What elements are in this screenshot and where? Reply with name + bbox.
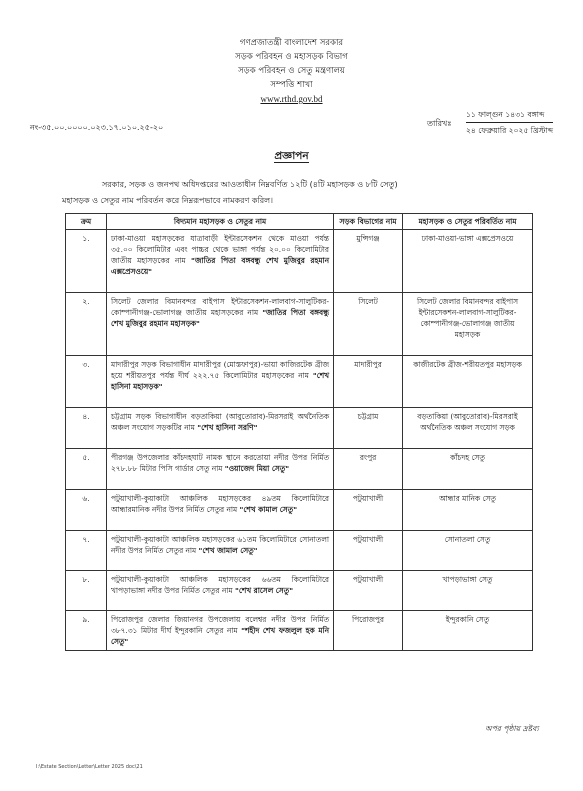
cell-serial: ৭. [66,531,107,571]
current-name-text: ঢাকা-মাওয়া মহাসড়কের যাত্রাবাড়ী ইন্টারসেকশন থেকে মাওয়া পর্যন্ত ৩৫.০০ কিলোমিটার এবং পাচ্চর থেকে ভাঙ্গা পর্যন্ত ২০.০০ কিলোমিটার জাতীয় মহাসড়কের নাম [111,234,329,265]
header-office: সড়ক বিভাগের নাম [334,214,403,230]
cell-office: পিরোজপুর [334,611,403,651]
table-row [66,293,533,356]
cell-new-name: ইন্দুরকানি সেতু [403,611,533,651]
cell-current-name [107,531,334,571]
cell-new-name: সোনাতলা সেতু [403,531,533,571]
current-name-highlight: "শেখ রাসেল সেতু" [234,586,294,595]
cell-current-name [107,293,334,356]
cell-office: পটুয়াখালী [334,490,403,531]
cell-office: মাদারীপুর [334,356,403,408]
ministry-name: সড়ক পরিবহন ও সেতু মন্ত্রণালয় [238,66,345,76]
cell-serial: ৫. [66,449,107,490]
current-name-text: সিলেট জেলার বিমানবন্দর বাইপাস ইন্টারসেকশন-লালবাগ-সালুটিকর-কোম্পানীগঞ্জ-ভোলাগঞ্জ জাতীয় মহাসড়কের নাম [111,297,329,317]
cell-office: মুন্সিগঞ্জ [334,230,403,293]
table-row [66,490,533,531]
cell-office: সিলেট [334,293,403,356]
intro-line-2: মহাসড়ক ও সেতুর নাম পরিবর্তন করে নিম্নরূপভাবে নামকরণ করিল। [62,196,273,205]
table-row [66,230,533,293]
cell-office: পটুয়াখালী [334,571,403,611]
current-name-text: চট্টগ্রাম সড়ক বিভাগাধীন বড়তাকিয়া (আবুতোরাব)-মিরসরাই অর্থনৈতিক অঞ্চল সংযোগ সড়কটির নাম [111,412,329,432]
renaming-table [65,213,533,651]
header-current-name: বিদ্যমান মহাসড়ক ও সেতুর নাম [107,214,334,230]
current-name-highlight: "জাতির পিতা বঙ্গবন্ধু শেখ মুজিবুর রহমান এক্সপ্রেসওয়ে" [111,256,330,276]
current-name-text: মাদারীপুর সড়ক বিভাগাধীন মাদারীপুর (মোস্তফাপুর)-ভায়া কাজিরটেক ব্রীজ হয়ে শরীয়তপুর পর্যন্ত দীর্ঘ ২২২.৭৫ কিলোমিটার মহাসড়কের নাম [111,360,329,380]
website-link[interactable]: www.rthd.gov.bd [260,94,323,104]
cell-current-name [107,408,334,449]
current-name-text: পটুয়াখালী-কুয়াকাটা আঞ্চলিক মহাসড়কের ৪৯তম কিলোমিটারে আন্ধারমানিক নদীর উপর নির্মিত সেতুর নাম [111,494,329,514]
cell-office: পটুয়াখালী [334,531,403,571]
header-new-name: মহাসড়ক ও সেতুর পরিবর্তিত নাম [403,214,533,230]
cell-serial: ২. [66,293,107,356]
current-name-highlight: "ওয়াজেদ মিয়া সেতু" [224,464,290,473]
intro-line-1: সরকার, সড়ক ও জনপথ অধিদপ্তরের আওতাধীন নিম্নবর্ণিত ১২টি (৪টি মহাসড়ক ও ৮টি সেতু) [102,180,398,189]
cell-serial: ১. [66,230,107,293]
date-bangla: ১১ ফাল্গুন ১৪৩১ বঙ্গাব্দ [466,107,553,123]
cell-new-name: বড়তাকিয়া (আবুতোরাব)-মিরসরাই অর্থনৈতিক অঞ্চল সংযোগ সড়ক [403,408,533,449]
cell-new-name: ঢাকা-মাওয়া-ভাঙ্গা এক্সপ্রেসওয়ে [403,230,533,293]
table-row [66,408,533,449]
cell-serial: ৩. [66,356,107,408]
table-row [66,571,533,611]
current-name-highlight: "শহীদ শেখ ফজলুল হক মনি সেতু" [111,626,329,646]
cell-new-name: সিলেট জেলার বিমানবন্দর বাইপাস ইন্টারসেকশন-লালবাগ-সালুটিকর-কোম্পানীগঞ্জ-ভোলাগঞ্জ জাতীয় মহাসড়ক [403,293,533,356]
cell-serial: ৮. [66,571,107,611]
cell-office: চট্টগ্রাম [334,408,403,449]
cell-current-name [107,611,334,651]
cell-serial: ৯. [66,611,107,651]
intro-paragraph [62,177,532,209]
cell-current-name [107,449,334,490]
current-name-highlight: "জাতির পিতা বঙ্গবন্ধু শেখ মুজিবুর রহমান মহাসড়ক" [111,308,329,328]
date-block [466,107,553,138]
header-serial: ক্রম [66,214,107,230]
cell-new-name: খাপড়াভাঙ্গা সেতু [403,571,533,611]
govt-name: গণপ্রজাতন্ত্রী বাংলাদেশ সরকার [239,38,344,48]
table-row [66,531,533,571]
table-row [66,356,533,408]
table-header-row [66,214,533,230]
current-name-highlight: "শেখ কামাল সেতু" [239,505,298,514]
cell-serial: ৬. [66,490,107,531]
current-name-text: পটুয়াখালী-কুয়াকাটা আঞ্চলিক মহাসড়কের ৬১তম কিলোমিটারে সোনাতলা নদীর উপর নির্মিত সেতুর নাম [111,535,329,555]
cell-new-name: আন্ধার মানিক সেতু [403,490,533,531]
table-row [66,449,533,490]
division-name: সড়ক পরিবহন ও মহাসড়ক বিভাগ [235,52,348,62]
letterhead [0,36,583,106]
cell-current-name [107,490,334,531]
page-title [0,149,583,166]
current-name-highlight: "শেখ হাসিনা সরণি" [197,423,258,432]
current-name-text: পিরোজপুর জেলার জিয়ানগর উপজেলায় বলেশ্বর নদীর উপর নির্মিত ৩৮৭.৩১ মিটার দীর্ঘ ইন্দুরকানি সেতুর নাম [111,615,329,635]
page-title-text: প্রজ্ঞাপন [274,150,309,162]
table-row [66,611,533,651]
file-path-footer: I:\Estate Section\Letter\Letter 2025 doc\21 [36,764,143,770]
cell-current-name [107,571,334,611]
memo-number: নং-৩৫.০০.০০০০.০২৩.১৭.০১০.২৫-২০ [30,123,164,132]
date-label: তারিখঃ [427,119,452,128]
current-name-text: পটুয়াখালী-কুয়াকাটা আঞ্চলিক মহাসড়কের ৬৬তম কিলোমিটারে খাপড়াভাঙ্গা নদীর উপর নির্মিত সেতুর নাম [111,575,329,595]
current-name-text: পীরগঞ্জ উপজেলার কাঁচদহঘাট নামক স্থানে করতোয়া নদীর উপর নির্মিত ২৭৮.৮৮ মিটার পিসি গার্ডার সেতু নাম [111,453,329,473]
current-name-highlight: "শেখ জামাল সেতু" [198,546,258,555]
cell-current-name [107,230,334,293]
continued-note: অপর পৃষ্ঠায় দ্রষ্টব্য [485,724,539,733]
section-name: সম্পত্তি শাখা [270,80,313,90]
cell-serial: ৪. [66,408,107,449]
cell-new-name: কাঁচদহ সেতু [403,449,533,490]
current-name-highlight: "শেখ হাসিনা মহাসড়ক" [111,371,329,391]
cell-new-name: কাজীরটেক ব্রীজ-শরীয়তপুর মহাসড়ক [403,356,533,408]
cell-current-name [107,356,334,408]
date-english: ২৪ ফেব্রুয়ারি ২০২৫ খ্রিস্টাব্দ [466,126,554,135]
cell-office: রংপুর [334,449,403,490]
